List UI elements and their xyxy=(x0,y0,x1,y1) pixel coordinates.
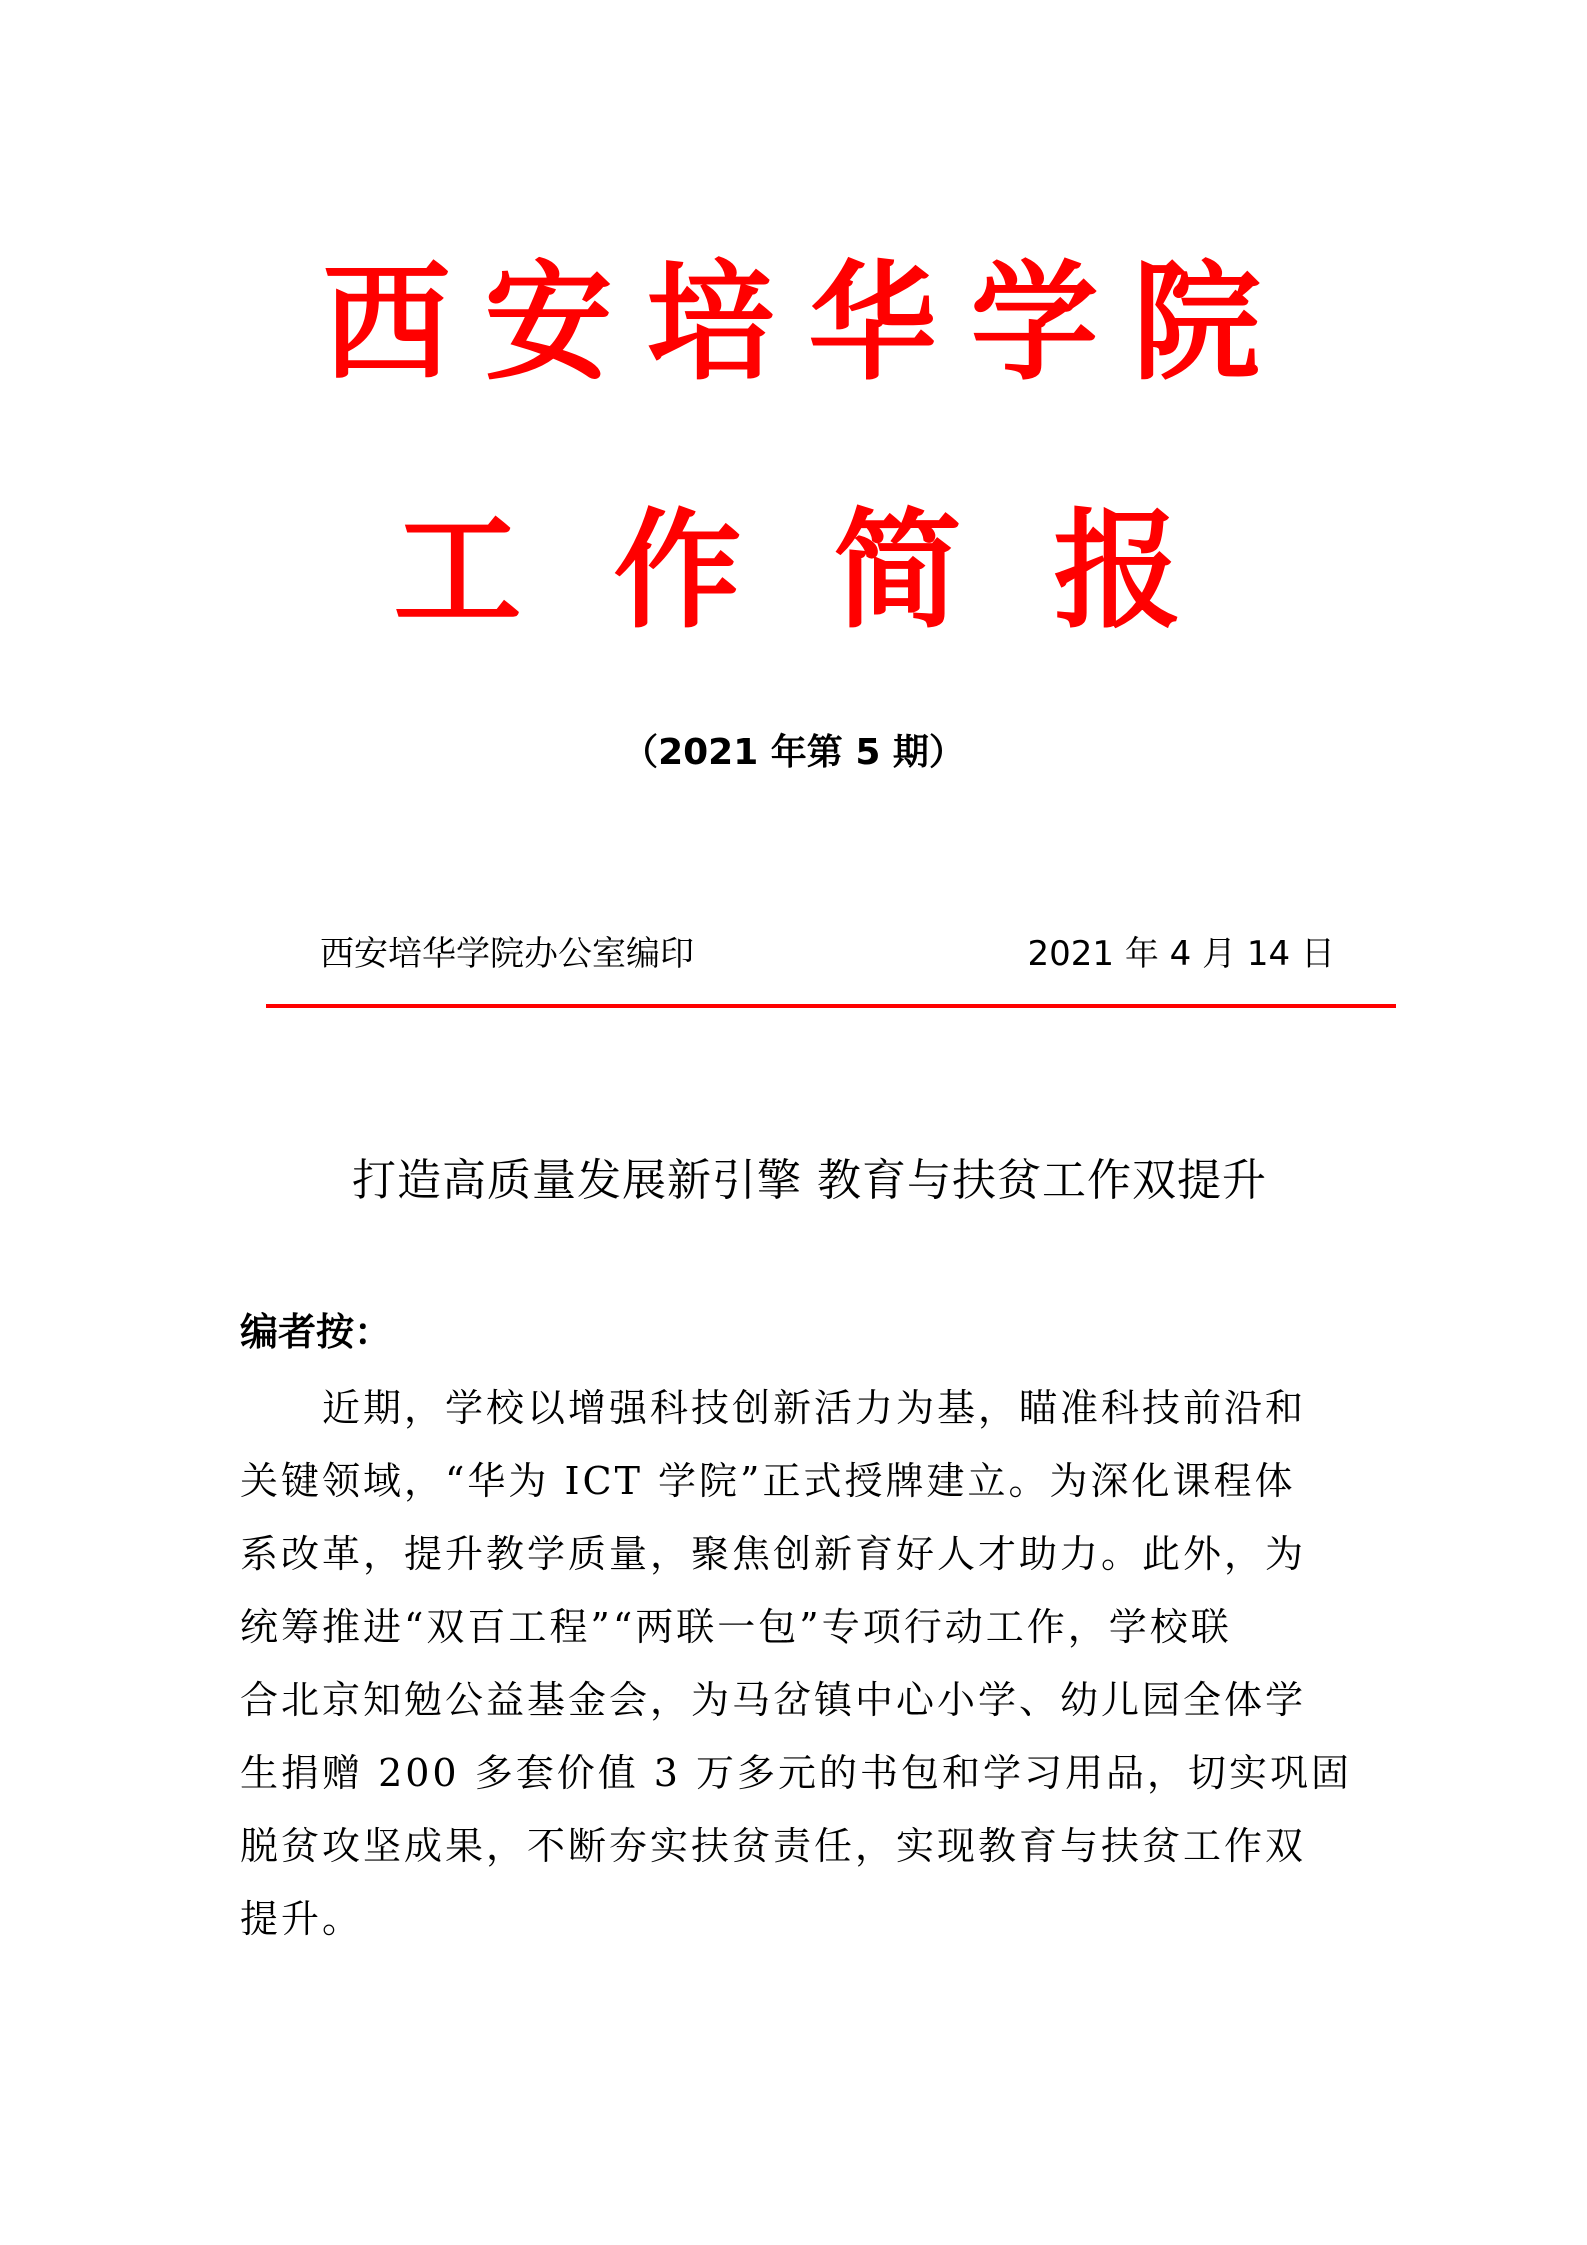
body-line: 合北京知勉公益基金会，为马岔镇中心小学、幼儿园全体学 xyxy=(240,1678,1307,1722)
body-line: 提升。 xyxy=(240,1897,364,1941)
body-line: 近期，学校以增强科技创新活力为基，瞄准科技前沿和 xyxy=(322,1386,1307,1430)
red-divider-rule xyxy=(266,1004,1396,1008)
publisher-byline: 西安培华学院办公室编印 xyxy=(320,934,694,974)
body-line: 生捐赠 200 多套价值 3 万多元的书包和学习用品，切实巩固 xyxy=(240,1751,1353,1795)
body-line: 脱贫攻坚成果，不断夯实扶贫责任，实现教育与扶贫工作双 xyxy=(240,1824,1307,1868)
body-line: 统筹推进“双百工程”“两联一包”专项行动工作，学校联 xyxy=(240,1605,1232,1649)
body-line: 系改革，提升教学质量，聚焦创新育好人才助力。此外，为 xyxy=(240,1532,1307,1576)
article-headline: 打造高质量发展新引擎 教育与扶贫工作双提升 xyxy=(352,1155,1267,1206)
body-line: 关键领域，“华为 ICT 学院”正式授牌建立。为深化课程体 xyxy=(240,1459,1296,1503)
masthead-title: 西安培华学院 xyxy=(322,248,1295,398)
editor-note-body xyxy=(240,1372,1353,1956)
editor-note-label: 编者按： xyxy=(240,1310,393,1354)
publication-date: 2021 年 4 月 14 日 xyxy=(1027,934,1335,974)
masthead-subtitle: 工作简报 xyxy=(393,496,1274,646)
issue-number: （2021 年第 5 期） xyxy=(622,732,965,773)
